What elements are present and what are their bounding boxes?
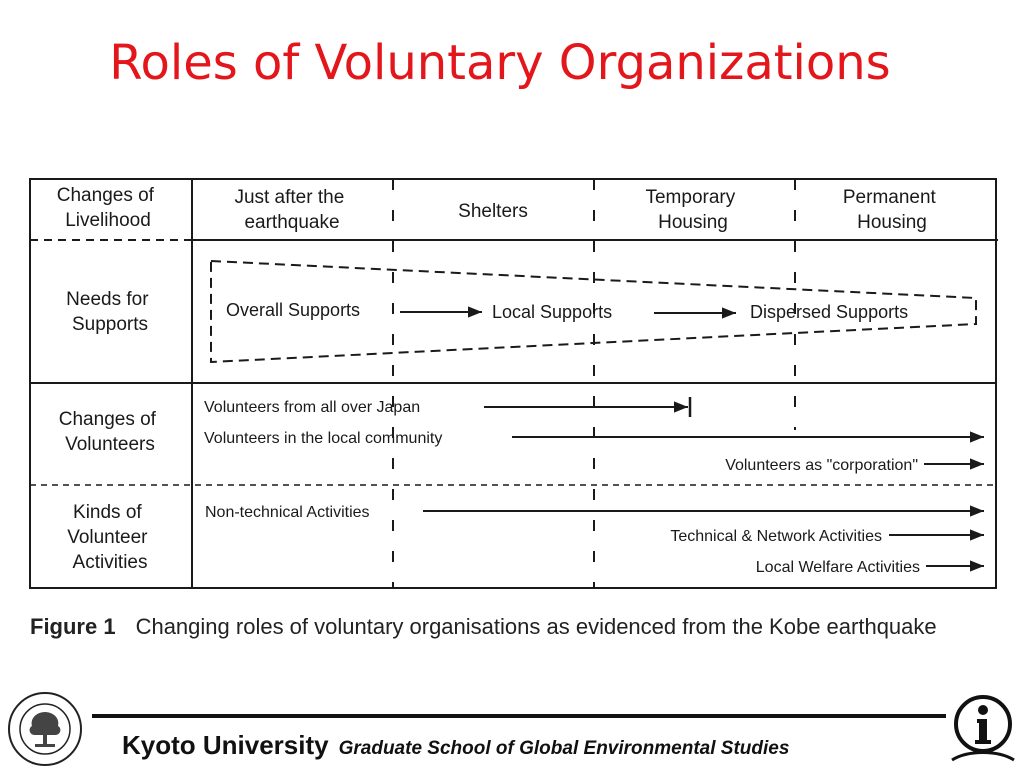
stage-temporary: Temporary Housing bbox=[645, 187, 736, 233]
stage-shelters: Shelters bbox=[458, 201, 528, 222]
need-overall: Overall Supports bbox=[226, 300, 361, 320]
table-grid bbox=[30, 179, 998, 588]
footer-rule bbox=[92, 714, 946, 718]
volunteer-japan: Volunteers from all over Japan bbox=[204, 399, 421, 416]
stage-just-after: Just after the earthquake bbox=[234, 187, 345, 233]
need-dispersed: Dispersed Supports bbox=[750, 302, 909, 322]
info-logo-icon bbox=[946, 690, 1020, 764]
figure-caption bbox=[30, 612, 990, 642]
activity-welfare: Local Welfare Activities bbox=[755, 559, 920, 576]
figure-caption-text: Changing roles of voluntary organisations as evidenced from the Kobe earthquake bbox=[135, 614, 937, 639]
stage-permanent: Permanent Housing bbox=[842, 187, 936, 233]
volunteer-corporation: Volunteers as "corporation" bbox=[725, 457, 918, 474]
kyoto-university-seal bbox=[6, 690, 84, 768]
activity-non-technical: Non-technical Activities bbox=[205, 504, 370, 521]
row-label-volunteers: Changes of Volunteers bbox=[58, 409, 156, 455]
header-row-label: Changes of Livelihood bbox=[56, 185, 154, 231]
slide-title: Roles of Voluntary Organizations bbox=[109, 35, 891, 91]
need-local: Local Supports bbox=[492, 302, 613, 322]
row-label-needs: Needs for Supports bbox=[66, 289, 149, 335]
volunteer-local: Volunteers in the local community bbox=[204, 430, 443, 447]
footer-university: Kyoto University bbox=[122, 730, 329, 760]
footer-school: Graduate School of Global Environmental Studies bbox=[338, 738, 790, 759]
activity-technical: Technical & Network Activities bbox=[670, 528, 882, 545]
figure-label: Figure 1 bbox=[30, 614, 116, 639]
footer bbox=[122, 730, 789, 761]
row-label-activities: Kinds of Volunteer Activities bbox=[67, 502, 148, 573]
